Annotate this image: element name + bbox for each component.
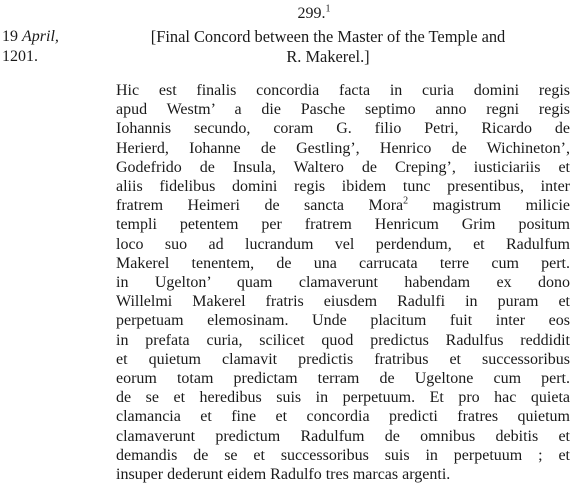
heading-line1: [Final Concord between the Master of the Temple and [150, 27, 506, 46]
body-line: in Ugelton’ quam clamaverunt habendam ex dono [116, 274, 570, 292]
body-line-head: fratrem Heimeri de sancta Mora [116, 197, 404, 215]
body-line: in prefata curia, scilicet quod predictus Radulfus reddidit [116, 331, 570, 349]
body-line: loco suo ad lucrandum vel perdendum, et Radulfum [116, 235, 570, 253]
body-line: apud Westm’ a die Pasche septimo anno regni regis [116, 101, 570, 119]
margin-date-year: 1201. [2, 48, 38, 65]
body-line: clamaverunt predictum Radulfum de omnibus debitis et [116, 427, 570, 445]
body-line: Makerel tenentem, de una carrucata terre cum pert. [116, 254, 570, 272]
body-line: demandis de se et successoribus suis in perpetuum ; et [116, 446, 570, 464]
body-line: et quietum clamavit predictis fratribus et successoribus [116, 350, 570, 368]
body-line: Willelmi Makerel fratris eiusdem Radulfi in puram et [116, 293, 570, 311]
document-number [0, 4, 576, 24]
margin-date-day: 19 [2, 28, 18, 45]
body-line: de se et heredibus suis in perpetuum. Et pro hac quieta [116, 389, 570, 407]
body-line-with-note [116, 196, 570, 215]
body-line: templi petentem per fratrem Henricum Grim positum [116, 216, 570, 234]
body-line-tail: magistrum milicie [408, 197, 571, 215]
body-line: aliis fidelibus domini regis ibidem tunc presentibus, inter [116, 178, 570, 196]
body-line: Hic est finalis concordia facta in curia domini regis [116, 82, 570, 99]
footnote-marker-2: 2 [403, 195, 409, 207]
body-line: Godefrido de Insula, Waltero de Creping’, iusticiariis et [116, 158, 570, 176]
body-line: eorum totam predictam terram de Ugeltone cum pert. [116, 370, 570, 388]
body-line: clamancia et fine et concordia predicti fratres quietum [116, 408, 570, 426]
document-heading [90, 27, 566, 67]
body-line: perpetuam elemosinam. Unde placitum fuit inter eos [116, 312, 570, 330]
heading-line2: R. Makerel.] [286, 47, 370, 66]
margin-date-line1 [2, 27, 88, 47]
document-body [116, 81, 570, 484]
document-number-text: 299. [297, 5, 326, 22]
margin-date [2, 27, 88, 67]
body-line: Iohannis secundo, coram G. filio Petri, Ricardo de [116, 120, 570, 138]
footnote-marker-1: 1 [325, 3, 331, 15]
body-line-last: insuper dederunt eidem Radulfo tres marcas argenti. [116, 466, 451, 484]
margin-date-month: April, [22, 28, 59, 45]
body-line: Herierd, Iohanne de Gestling’, Henrico de Wichineton’, [116, 139, 570, 157]
